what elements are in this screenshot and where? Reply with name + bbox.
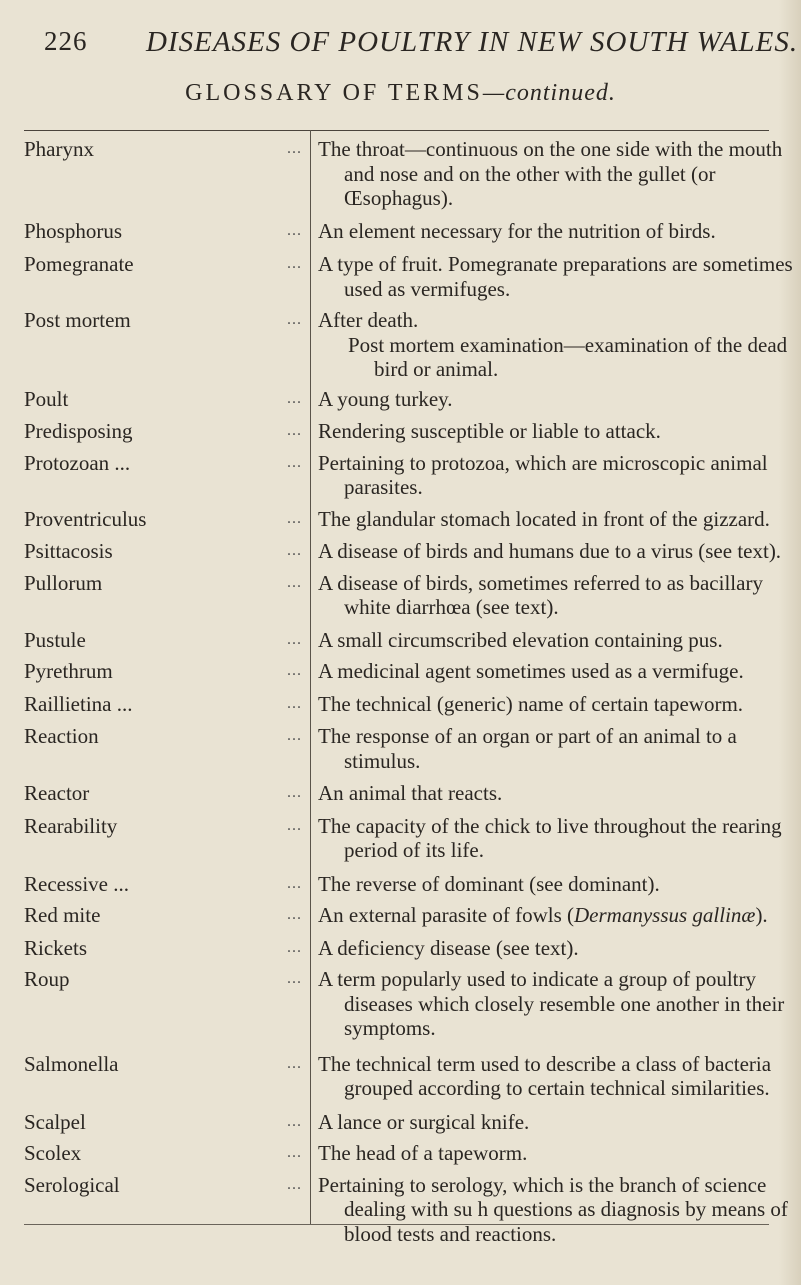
leader-dots: ... xyxy=(287,816,302,834)
leader-dots: ... xyxy=(287,389,302,407)
leader-dots: ... xyxy=(287,662,302,679)
leader-dots: ... xyxy=(287,311,302,328)
leader-dots: ... xyxy=(287,221,302,239)
glossary-entry xyxy=(0,1173,801,1247)
glossary-definition: A type of fruit. Pomegranate preparations are sometimes used as vermifuges. xyxy=(318,252,793,301)
glossary-term: Recessive ... xyxy=(24,871,129,896)
glossary-definition: Rendering susceptible or liable to attack. xyxy=(318,419,661,443)
glossary-term: Reaction xyxy=(24,724,99,748)
glossary-definition: A lance or surgical knife. xyxy=(318,1109,530,1134)
glossary-entry xyxy=(0,814,801,863)
glossary-definition: Pertaining to protozoa, which are microscopic animal parasites. xyxy=(318,450,768,499)
section-title xyxy=(0,80,801,107)
glossary-definition: A disease of birds and humans due to a virus (see text). xyxy=(318,539,782,563)
glossary-definition: The capacity of the chick to live throughout the rearing period of its life. xyxy=(318,813,782,862)
glossary-entry xyxy=(0,387,801,412)
section-title-continued: —continued. xyxy=(482,80,616,106)
definition-text-end: ). xyxy=(755,903,768,927)
glossary-definition: After death. xyxy=(318,308,419,332)
glossary-entry xyxy=(0,903,801,928)
glossary-entry xyxy=(0,507,801,532)
glossary-entry xyxy=(0,967,801,1041)
glossary-entry xyxy=(0,419,801,444)
top-rule xyxy=(24,130,769,131)
glossary-entry xyxy=(0,539,801,564)
page-number: 226 xyxy=(44,26,88,56)
leader-dots: ... xyxy=(287,938,302,956)
glossary-term: Salmonella xyxy=(24,1051,119,1076)
glossary-entry xyxy=(0,308,801,382)
glossary-term: Proventriculus xyxy=(24,506,147,531)
leader-dots: ... xyxy=(287,874,302,892)
glossary-term: Pyrethrum xyxy=(24,659,113,683)
glossary-definition: An animal that reacts. xyxy=(318,781,503,805)
leader-dots: ... xyxy=(287,630,302,648)
glossary-entry xyxy=(0,724,801,773)
glossary-term: Pullorum xyxy=(24,570,103,595)
glossary-term: Roup xyxy=(24,967,70,991)
glossary-definition: The reverse of dominant (see dominant). xyxy=(318,871,660,896)
glossary-term: Reactor xyxy=(24,781,90,805)
glossary-entry xyxy=(0,1110,801,1135)
glossary-term: Phosphorus xyxy=(24,218,123,243)
page-header xyxy=(44,26,799,66)
glossary-definition: The technical (generic) name of certain tapeworm. xyxy=(318,691,744,716)
glossary-term: Rickets xyxy=(24,935,87,960)
glossary-entry xyxy=(0,659,801,684)
glossary-entry xyxy=(0,219,801,244)
glossary-term: Scolex xyxy=(24,1141,82,1165)
glossary-term: Pomegranate xyxy=(24,252,134,276)
leader-dots: ... xyxy=(287,542,302,559)
glossary-term: Scalpel xyxy=(24,1109,86,1134)
glossary-term: Psittacosis xyxy=(24,539,113,563)
leader-dots: ... xyxy=(287,573,302,591)
glossary-definition: The technical term used to describe a class of bacteria grouped according to certain technical similarities. xyxy=(318,1051,772,1100)
leader-dots: ... xyxy=(287,453,302,471)
leader-dots: ... xyxy=(287,694,302,712)
glossary-list xyxy=(0,137,801,1246)
glossary-definition: A medicinal agent sometimes used as a vermifuge. xyxy=(318,659,744,683)
section-title-main: GLOSSARY OF TERMS xyxy=(185,80,483,106)
glossary-term: Poult xyxy=(24,386,69,411)
glossary-entry xyxy=(0,628,801,653)
leader-dots: ... xyxy=(287,255,302,272)
glossary-definition: A small circumscribed elevation containing pus. xyxy=(318,627,723,652)
glossary-term: Rearability xyxy=(24,813,118,838)
glossary-entry xyxy=(0,571,801,620)
glossary-entry xyxy=(0,1052,801,1101)
glossary-sub-note: Post mortem examination—examination of the dead bird or animal. xyxy=(348,332,788,381)
leader-dots: ... xyxy=(287,1054,302,1072)
leader-dots: ... xyxy=(287,727,302,744)
leader-dots: ... xyxy=(287,1175,302,1193)
glossary-entry xyxy=(0,137,801,211)
glossary-definition: Pertaining to serology, which is the branch of science dealing with su h questions as diagnosis by means of blood tests and reactions. xyxy=(318,1172,788,1246)
leader-dots: ... xyxy=(287,906,302,923)
glossary-entry xyxy=(0,252,801,301)
glossary-definition: The glandular stomach located in front of the gizzard. xyxy=(318,506,770,531)
leader-dots: ... xyxy=(287,784,302,801)
glossary-definition: A deficiency disease (see text). xyxy=(318,935,579,960)
glossary-entry xyxy=(0,781,801,806)
glossary-term: Protozoan ... xyxy=(24,450,131,475)
glossary-definition: A young turkey. xyxy=(318,386,453,411)
bottom-rule xyxy=(24,1224,769,1225)
glossary-definition: A disease of birds, sometimes referred to as bacillary white diarrhœa (see text). xyxy=(318,570,763,619)
glossary-definition: The head of a tapeworm. xyxy=(318,1141,528,1165)
leader-dots: ... xyxy=(287,1112,302,1130)
leader-dots: ... xyxy=(287,509,302,527)
glossary-term: Raillietina ... xyxy=(24,691,133,716)
glossary-term: Pustule xyxy=(24,627,86,652)
glossary-definition: An element necessary for the nutrition of birds. xyxy=(318,218,716,243)
glossary-entry xyxy=(0,451,801,500)
glossary-definition: The throat—continuous on the one side with the mouth and nose and on the other with the gullet (or Œsophagus). xyxy=(318,137,783,210)
leader-dots: ... xyxy=(287,1144,302,1161)
leader-dots: ... xyxy=(287,422,302,439)
leader-dots: ... xyxy=(287,970,302,987)
glossary-term: Predisposing xyxy=(24,419,133,443)
running-head: DISEASES OF POULTRY IN NEW SOUTH WALES. xyxy=(146,26,799,58)
definition-text: An external parasite of fowls ( xyxy=(318,903,574,927)
glossary-definition: The response of an organ or part of an animal to a stimulus. xyxy=(318,724,737,773)
glossary-entry xyxy=(0,1141,801,1166)
glossary-term: Pharynx xyxy=(24,137,94,161)
glossary-entry xyxy=(0,936,801,961)
glossary-term: Serological xyxy=(24,1172,120,1197)
leader-dots: ... xyxy=(287,140,302,157)
glossary-entry xyxy=(0,872,801,897)
glossary-definition: A term popularly used to indicate a group of poultry diseases which closely resemble one another in their symptoms. xyxy=(318,967,785,1040)
definition-scientific-name: Dermanyssus gallinæ xyxy=(574,903,756,927)
glossary-entry xyxy=(0,692,801,717)
glossary-definition xyxy=(318,903,801,928)
glossary-term: Post mortem xyxy=(24,308,131,332)
glossary-term: Red mite xyxy=(24,903,101,927)
